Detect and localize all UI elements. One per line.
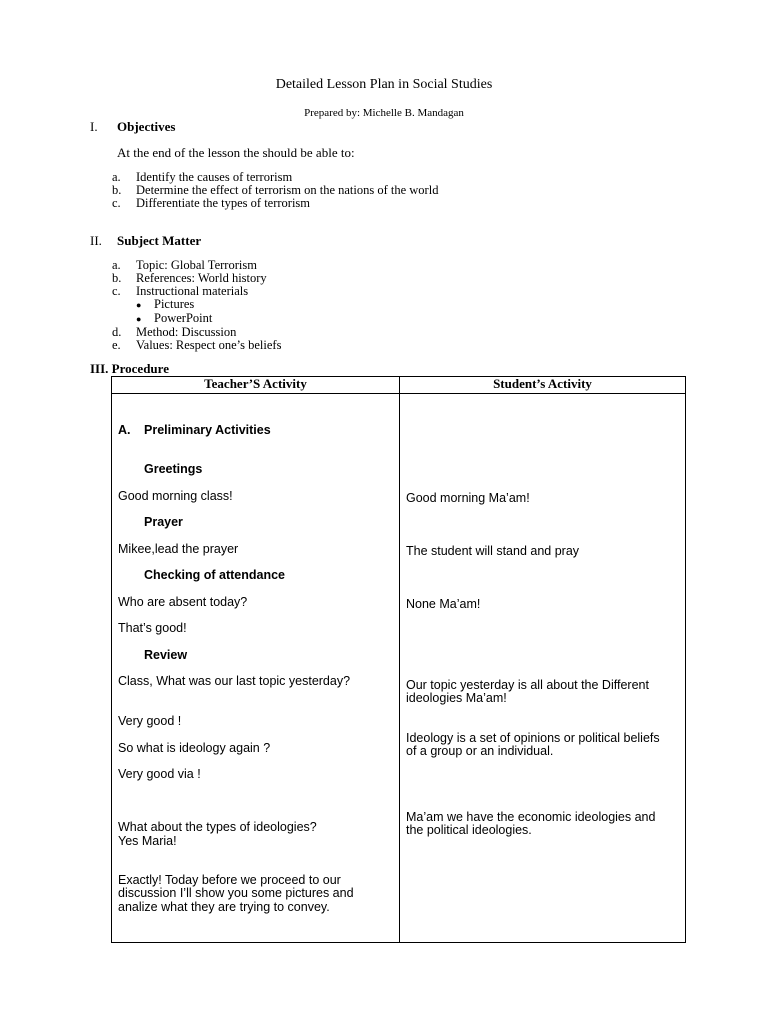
preliminary-marker: A. [118,423,131,437]
list-item: ● Pictures [136,297,195,311]
list-item: c. Instructional materials [112,284,249,298]
teacher-line: What about the types of ideologies? [118,820,317,834]
subject-matter-number: II. [90,233,102,248]
list-item: d. Method: Discussion [112,325,237,339]
teacher-line: That’s good! [118,621,187,635]
objectives-list [112,171,438,210]
list-item: b. Determine the effect of terrorism on the nations of the world [112,183,439,197]
teacher-line: Class, What was our last topic yesterday? [118,674,351,688]
student-line: None Ma’am! [406,597,481,611]
teacher-activity-column [112,394,399,942]
student-line: The student will stand and pray [406,544,580,558]
student-activity-header: Student’s Activity [400,377,686,394]
teacher-line: So what is ideology again ? [118,741,271,755]
student-line: ideologies Ma’am! [406,691,507,705]
list-item: ● PowerPoint [136,311,213,325]
student-line: Ma’am we have the economic ideologies and [406,810,656,824]
bullet-icon: ● [136,300,142,310]
teacher-line: Yes Maria! [118,834,177,848]
objectives-heading: Objectives [117,119,176,134]
teacher-line: Very good ! [118,714,182,728]
list-item: b. References: World history [112,271,267,285]
review-heading: Review [144,648,188,662]
teacher-line: analize what they are trying to convey. [118,900,330,914]
student-line: of a group or an individual. [406,744,554,758]
student-activity-column [400,394,685,942]
subject-matter-heading: Subject Matter [117,233,202,248]
preliminary-activities: Preliminary Activities [144,423,271,437]
list-item: a. Topic: Global Terrorism [112,258,257,272]
list-item: e. Values: Respect one’s beliefs [112,338,282,352]
student-line: Our topic yesterday is all about the Different [406,678,649,692]
student-line: the political ideologies. [406,823,532,837]
teacher-line: Exactly! Today before we proceed to our [118,873,341,887]
teacher-line: Who are absent today? [118,595,248,609]
bullet-icon: ● [136,314,142,324]
page-title: Detailed Lesson Plan in Social Studies [275,77,493,92]
objectives-number: I. [90,119,98,134]
teacher-line: Good morning class! [118,489,233,503]
procedure-table [111,376,686,943]
teacher-line: Very good via ! [118,767,201,781]
teacher-line: Mikee,lead the prayer [118,542,239,556]
attendance-heading: Checking of attendance [144,568,285,582]
objectives-intro: At the end of the lesson the should be able to: [117,145,355,160]
teacher-line: discussion I’ll show you some pictures and [118,886,354,900]
student-line: Ideology is a set of opinions or political beliefs [406,731,660,745]
greetings-heading: Greetings [144,462,203,476]
student-line: Good morning Ma’am! [406,491,530,505]
list-item: c. Differentiate the types of terrorism [112,196,311,210]
prayer-heading: Prayer [144,515,183,529]
list-item: a. Identify the causes of terrorism [112,170,293,184]
teacher-activity-header: Teacher’S Activity [112,377,400,394]
prepared-by: Prepared by: Michelle B. Mandagan [304,107,464,119]
procedure-heading: III. Procedure [90,361,169,376]
subject-matter-list [112,259,281,352]
